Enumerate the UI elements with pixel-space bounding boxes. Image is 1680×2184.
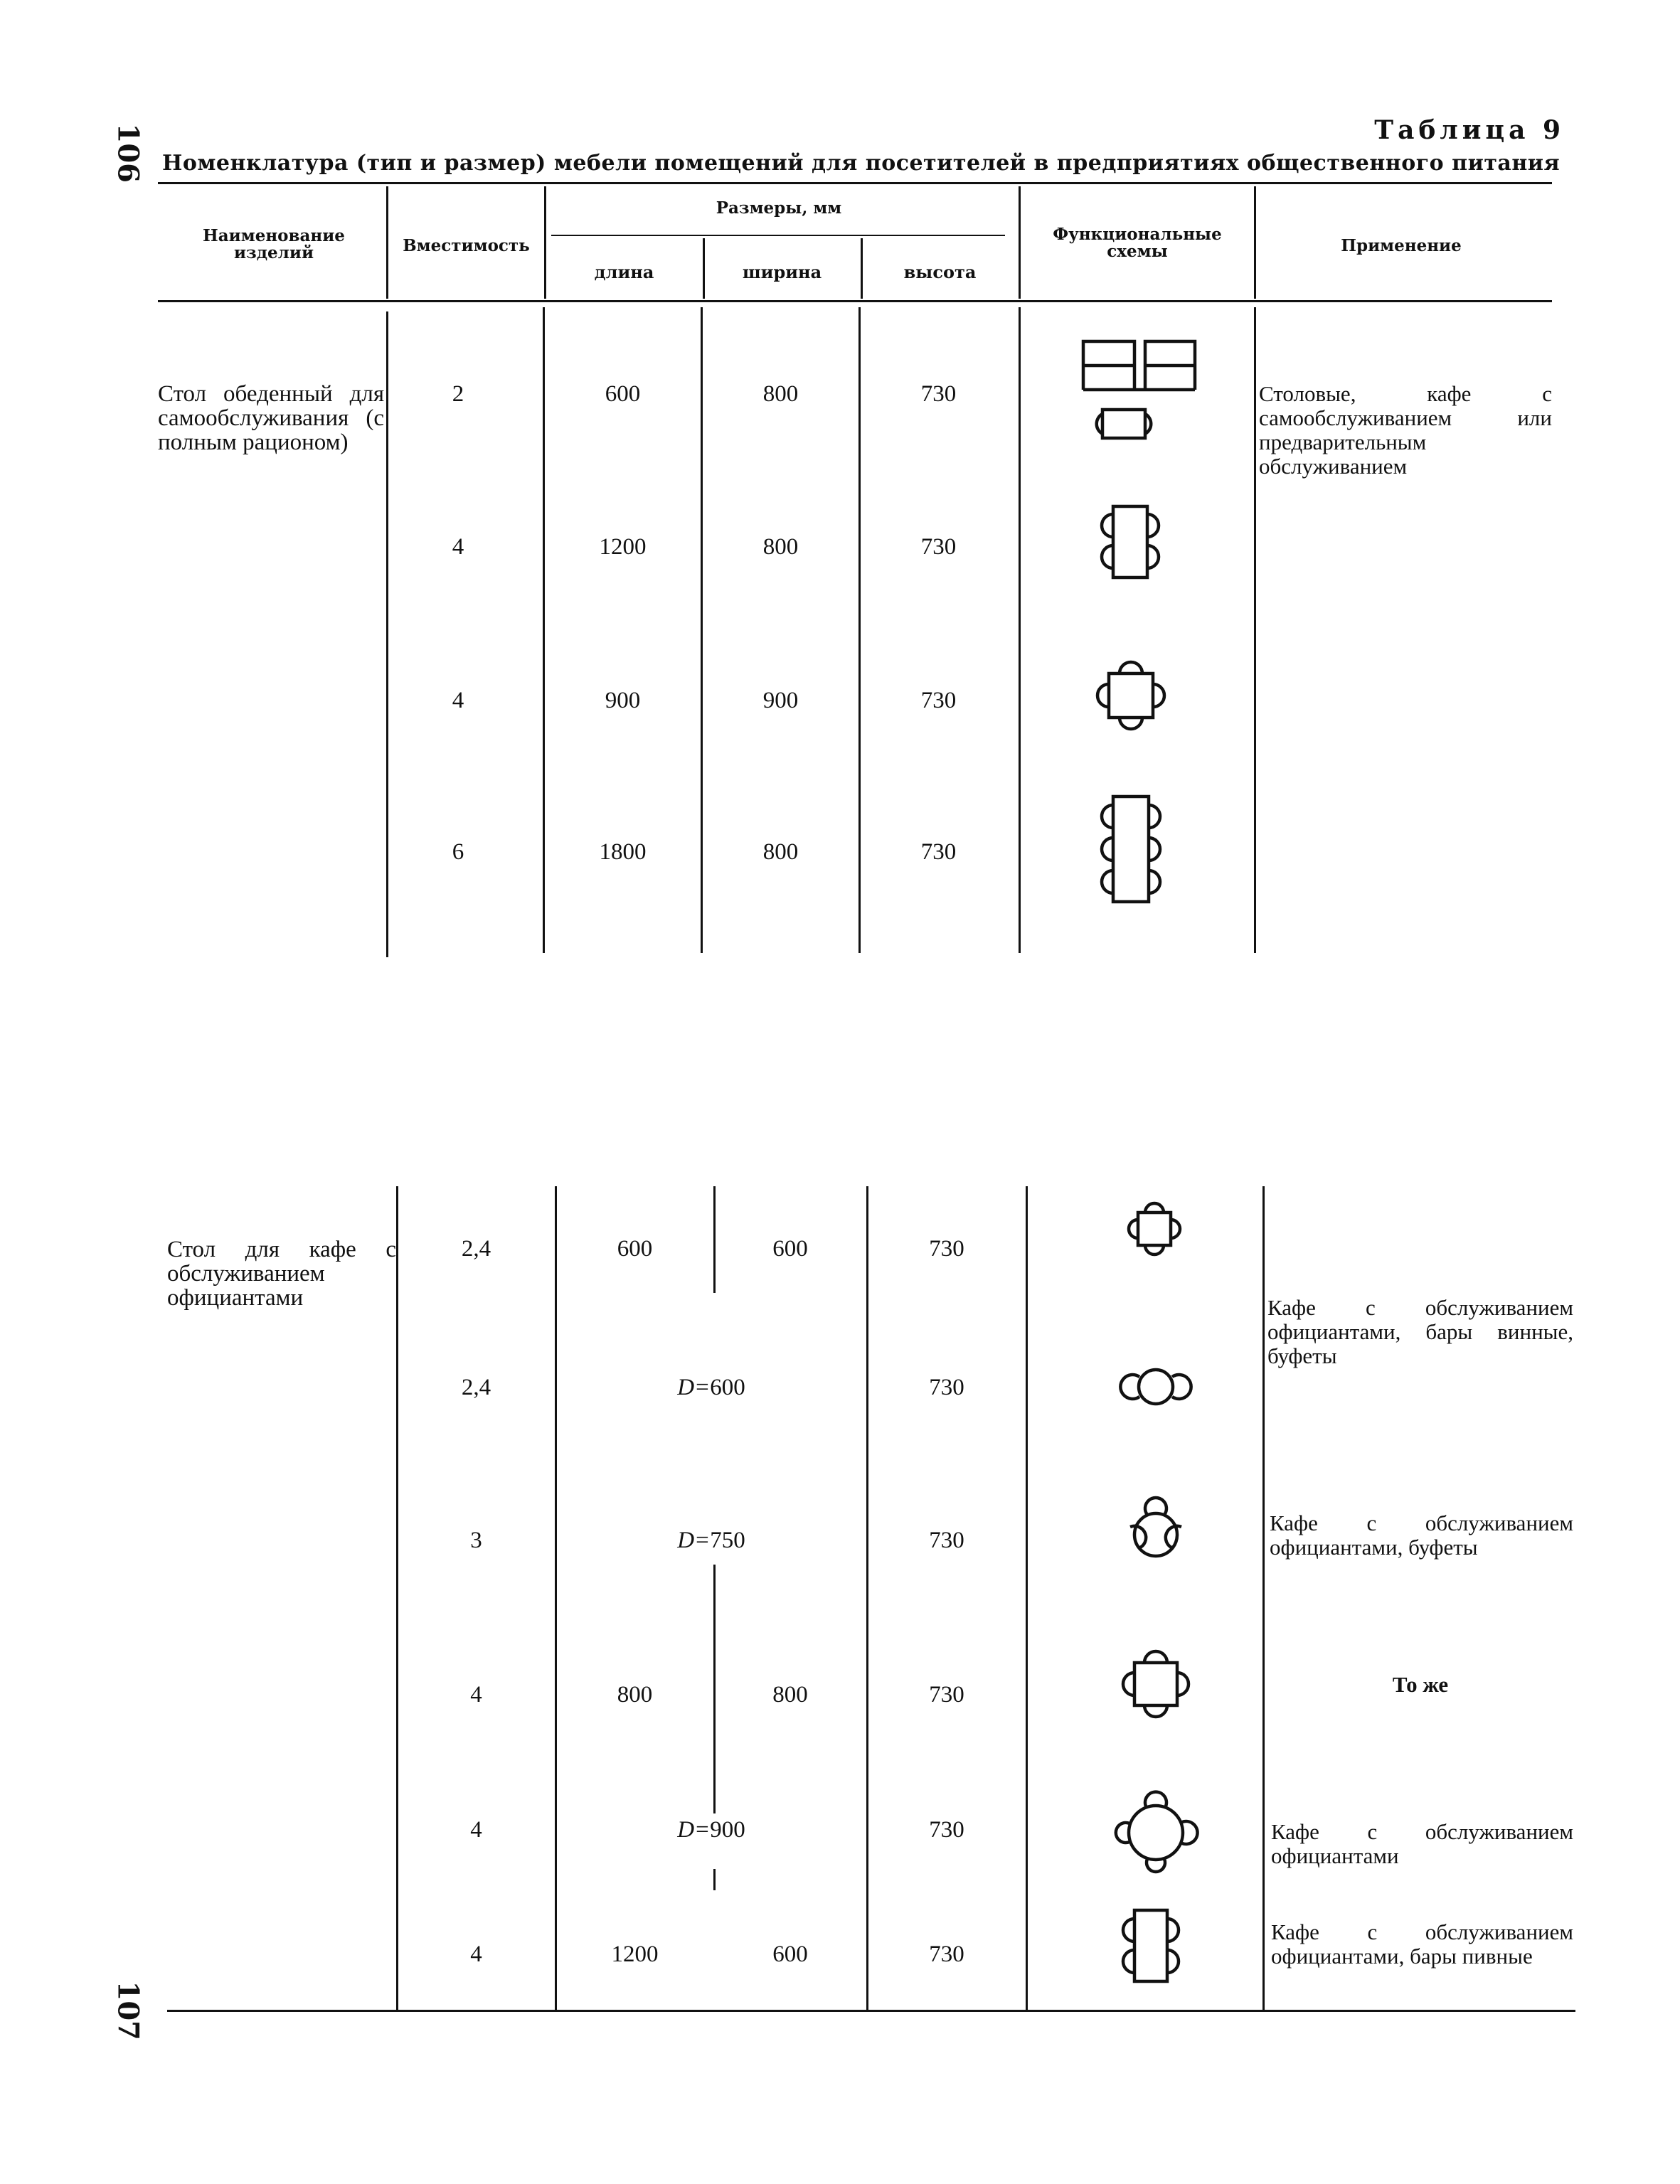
s1-sep-4 [858,307,861,953]
s2-inner-sep-b [713,1565,716,1813]
s1-r1-height: 730 [920,381,957,407]
s1-r3-width: 900 [762,688,799,713]
header-bottom-rule [158,300,1552,302]
header-width: ширина [742,262,822,282]
hdr-sep-4 [861,238,863,299]
s2-r2-diameter [558,1375,864,1401]
s1-r2-width: 800 [762,534,799,560]
s2-sep-1 [396,1186,398,2011]
s1-r1-width: 800 [762,381,799,407]
s1-r3-capacity: 4 [452,688,464,713]
round-table-two-chairs-icon [1106,1351,1206,1422]
s1-sep-5 [1019,307,1021,953]
s1-sep-2 [543,307,545,953]
s1-sep-3 [701,307,703,953]
s2-r4-capacity: 4 [470,1682,482,1708]
page-number-bottom: 107 [111,1981,145,2040]
s2-r5-capacity: 4 [470,1817,482,1843]
s1-sep-1 [386,311,388,957]
six-seat-table-icon [1081,789,1181,910]
round-table-four-chairs-icon [1095,1772,1216,1893]
four-seat-long-table-icon [1081,498,1181,583]
two-seat-table-icon [1060,334,1216,448]
s2-r5-diameter-value: 900 [710,1817,745,1843]
s2-r5-diameter [558,1817,864,1843]
page-number-top: 106 [111,123,145,183]
s2-r5-diameter-label: D= [677,1817,711,1843]
s2-r2-diameter-label: D= [677,1375,711,1400]
s2-r1-height: 730 [929,1236,964,1262]
s1-r2-capacity: 4 [452,534,464,560]
s2-r4-width: 800 [772,1682,808,1708]
s2-r3-diameter-label: D= [677,1528,711,1553]
four-seat-square-table-icon [1078,644,1184,750]
s2-inner-sep-c [713,1869,716,1890]
s2-application-5: Кафе с обслуживанием официантами, бары пивные [1271,1919,1573,1969]
hdr-sep-2 [544,186,546,299]
header-top-rule [158,182,1552,184]
s1-r4-height: 730 [920,839,957,865]
s2-r6-length: 1200 [611,1941,659,1967]
s1-r2-length: 1200 [599,534,647,560]
s1-r2-height: 730 [920,534,957,560]
s2-r1-capacity: 2,4 [461,1236,491,1262]
s2-r1-width: 600 [772,1236,808,1262]
square-table-four-chairs-icon [1110,1184,1202,1277]
s2-r2-capacity: 2,4 [461,1375,491,1400]
s2-application-3: То же [1392,1672,1449,1697]
s2-sep-5 [1262,1186,1265,2011]
s2-item-name: Стол для кафе с обслуживанием официантами [167,1237,396,1311]
s2-r6-width: 600 [772,1941,808,1967]
hdr-sep-1 [386,186,388,299]
s1-r3-length: 900 [605,688,641,713]
table-caption: Номенклатура (тип и размер) мебели помещений для посетителей в предприятиях общественного питания [162,151,1561,176]
s1-application: Столовые, кафе с самообслуживанием или предварительным обслуживанием [1259,381,1552,479]
s2-r6-capacity: 4 [470,1941,482,1967]
s1-sep-6 [1254,307,1256,953]
s2-r4-height: 730 [929,1682,964,1708]
s2-sep-4 [1026,1186,1028,2011]
s1-r4-width: 800 [762,839,799,865]
s2-r2-diameter-value: 600 [710,1375,745,1400]
s2-r1-length: 600 [617,1236,653,1262]
sizes-subheader-rule [551,235,1005,236]
s1-r3-height: 730 [920,688,957,713]
s2-r2-height: 730 [929,1375,964,1400]
header-sizes: Размеры, мм [716,198,842,218]
s2-r5-height: 730 [929,1817,964,1843]
s1-r4-capacity: 6 [452,839,464,865]
s2-inner-sep-a [713,1186,716,1293]
header-schemes: Функциональные схемы [1053,225,1222,262]
s2-application-2: Кафе с обслуживанием официантами, буфеты [1270,1511,1573,1560]
hdr-sep-3 [703,238,705,299]
round-table-three-chairs-icon [1099,1476,1213,1582]
s2-r4-length: 800 [617,1682,653,1708]
s2-r3-diameter [558,1528,864,1554]
rect-table-four-chairs-icon [1099,1905,1198,1990]
table-title: Таблица 9 [1374,115,1565,145]
s1-r1-length: 600 [605,381,641,407]
hdr-sep-5 [1019,186,1021,299]
hdr-sep-6 [1254,186,1256,299]
s2-r6-height: 730 [929,1941,964,1967]
s2-r3-diameter-value: 750 [710,1528,745,1553]
s2-r3-height: 730 [929,1528,964,1553]
header-height: высота [903,262,977,282]
s1-r4-length: 1800 [599,839,647,865]
s1-r1-capacity: 2 [452,381,464,407]
header-name: Наименование изделий [203,226,345,263]
s2-application-4: Кафе с обслуживанием официантами [1271,1819,1573,1868]
header-application: Применение [1341,236,1462,255]
s1-item-name: Стол обеденный для самообслуживания (с полным рационом) [158,381,384,455]
s2-r3-capacity: 3 [470,1528,482,1553]
table-bottom-rule [167,2010,1575,2012]
header-length: длина [594,262,654,282]
s2-application-1: Кафе с обслуживанием официантами, бары винные, буфеты [1267,1295,1573,1368]
header-capacity: Вместимость [403,236,530,255]
s2-sep-3 [866,1186,868,2011]
square-table-four-chairs-icon-2 [1099,1629,1213,1742]
s2-sep-2 [555,1186,557,2011]
